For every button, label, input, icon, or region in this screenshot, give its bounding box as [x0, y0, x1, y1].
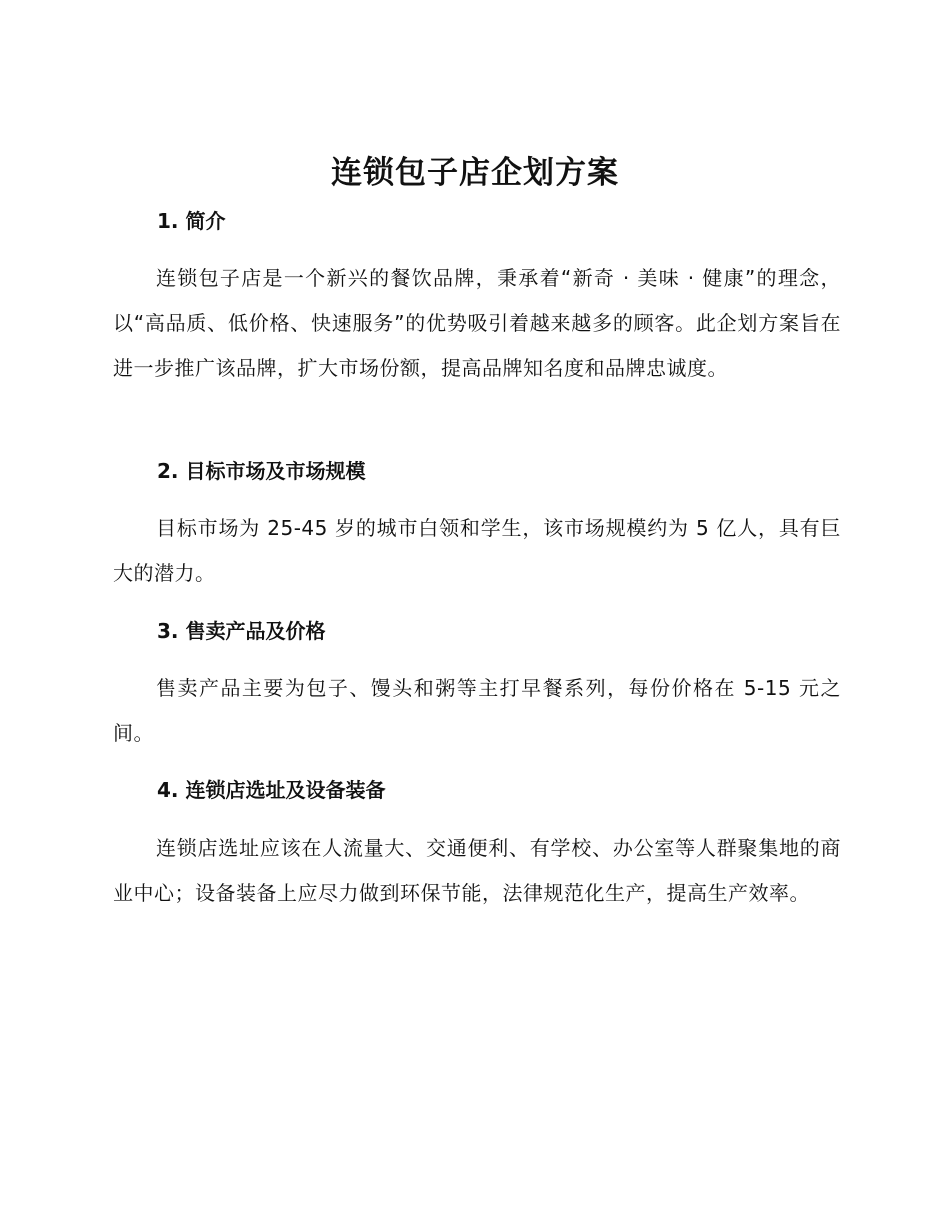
- section-heading-target-market: 2. 目标市场及市场规模: [157, 459, 366, 483]
- section-heading-products: 3. 售卖产品及价格: [157, 619, 326, 643]
- section-heading-intro: 1. 简介: [157, 209, 226, 233]
- document-title: 连锁包子店企划方案: [331, 155, 619, 191]
- section-body-location: 连锁店选址应该在人流量大、交通便利、有学校、办公室等人群聚集地的商业中心；设备装备上应尽力做到环保节能，法律规范化生产，提高生产效率。: [113, 836, 841, 905]
- section-heading-location: 4. 连锁店选址及设备装备: [157, 778, 386, 802]
- section-body-target-market: 目标市场为 25-45 岁的城市白领和学生，该市场规模约为 5 亿人，具有巨大的潜力。: [113, 516, 841, 585]
- section-body-products: 售卖产品主要为包子、馒头和粥等主打早餐系列，每份价格在 5-15 元之间。: [113, 676, 841, 745]
- section-body-intro: 连锁包子店是一个新兴的餐饮品牌，秉承着“新奇 · 美味 · 健康”的理念，以“高品质、低价格、快速服务”的优势吸引着越来越多的顾客。此企划方案旨在进一步推广该品牌，扩大市场份额，提高品牌知名度和品牌忠诚度。: [113, 266, 841, 380]
